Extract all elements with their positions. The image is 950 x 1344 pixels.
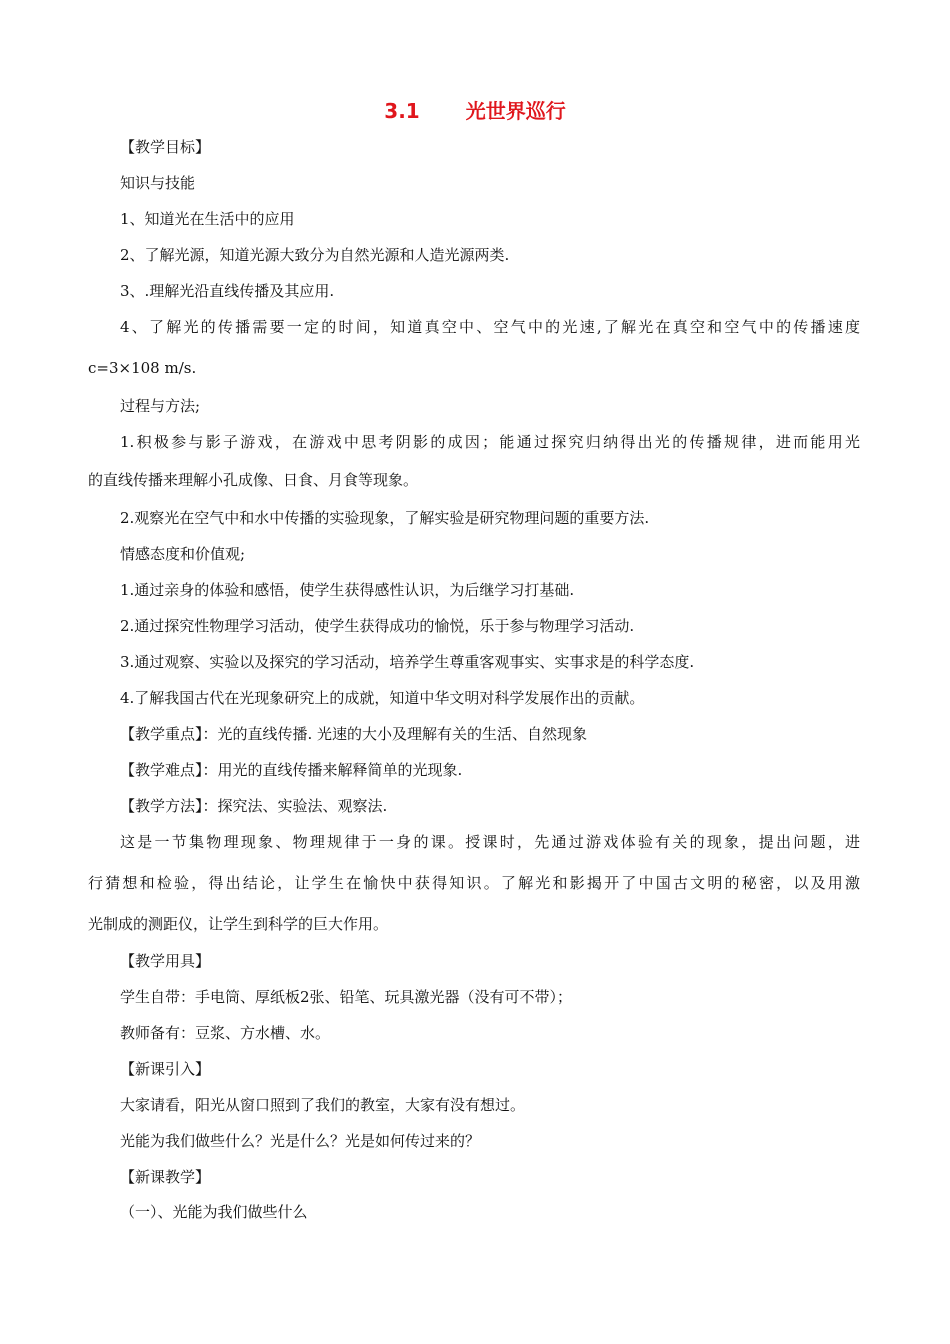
teaching-method: 【教学方法】：探究法、实验法、观察法. — [120, 797, 388, 815]
teaching-difficulty: 【教学难点】：用光的直线传播来解释简单的光现象. — [120, 761, 463, 779]
process-item-1-continued: 的直线传播来理解小孔成像、日食、月食等现象。 — [88, 471, 419, 489]
process-item-1: 1.积极参与影子游戏，在游戏中思考阴影的成因；能通过探究归纳得出光的传播规律，进而能用光 — [120, 433, 860, 451]
process-item-2: 2.观察光在空气中和水中传播的实验现象，了解实验是研究物理问题的重要方法. — [120, 509, 650, 527]
intro-text-2: 光能为我们做些什么？光是什么？光是如何传过来的？ — [120, 1132, 481, 1150]
lesson-summary-line-1: 这是一节集物理现象、物理规律于一身的课。授课时，先通过游戏体验有关的现象，提出问题，进 — [120, 833, 860, 851]
attitude-item-2: 2.通过探究性物理学习活动，使学生获得成功的愉悦，乐于参与物理学习活动. — [120, 617, 635, 635]
goal-item-2: 2、了解光源，知道光源大致分为自然光源和人造光源两类. — [120, 246, 510, 264]
subheading-process-methods: 过程与方法; — [120, 397, 201, 415]
goal-item-3: 3、.理解光沿直线传播及其应用. — [120, 282, 335, 300]
heading-teaching-goals: 【教学目标】 — [120, 138, 211, 156]
attitude-item-1: 1.通过亲身的体验和感悟，使学生获得感性认识，为后继学习打基础. — [120, 581, 575, 599]
lesson-summary-line-3: 光制成的测距仪，让学生到科学的巨大作用。 — [88, 915, 389, 933]
subheading-attitude-values: 情感态度和价值观; — [120, 545, 246, 563]
heading-lesson-intro: 【新课引入】 — [120, 1060, 211, 1078]
page-title — [0, 96, 950, 126]
heading-teaching-tools: 【教学用具】 — [120, 952, 211, 970]
attitude-item-3: 3.通过观察、实验以及探究的学习活动，培养学生尊重客观事实、实事求是的科学态度. — [120, 653, 695, 671]
section-number: 3.1 — [384, 99, 420, 123]
goal-item-1: 1、知道光在生活中的应用 — [120, 210, 295, 228]
attitude-item-4: 4.了解我国古代在光现象研究上的成就，知道中华文明对科学发展作出的贡献。 — [120, 689, 645, 707]
teacher-tools: 教师备有：豆浆、方水槽、水。 — [120, 1024, 331, 1042]
goal-item-4: 4、了解光的传播需要一定的时间，知道真空中、空气中的光速,了解光在真空和空气中的传播速度 — [120, 318, 860, 336]
goal-item-4-continued: c=3×108 m/s. — [88, 359, 197, 377]
teaching-focus: 【教学重点】：光的直线传播. 光速的大小及理解有关的生活、自然现象 — [120, 725, 588, 743]
subheading-knowledge-skills: 知识与技能 — [120, 174, 196, 192]
intro-text-1: 大家请看，阳光从窗口照到了我们的教室，大家有没有想过。 — [120, 1096, 526, 1114]
heading-new-lesson: 【新课教学】 — [120, 1168, 211, 1186]
section-title: 光世界巡行 — [465, 99, 566, 123]
section-one-heading: （一）、光能为我们做些什么 — [120, 1203, 308, 1221]
lesson-summary-line-2: 行猜想和检验，得出结论，让学生在愉快中获得知识。了解光和影揭开了中国古文明的秘密，以及用激 — [88, 874, 860, 892]
student-tools: 学生自带：手电筒、厚纸板2张、铅笔、玩具激光器（没有可不带）； — [120, 988, 573, 1006]
